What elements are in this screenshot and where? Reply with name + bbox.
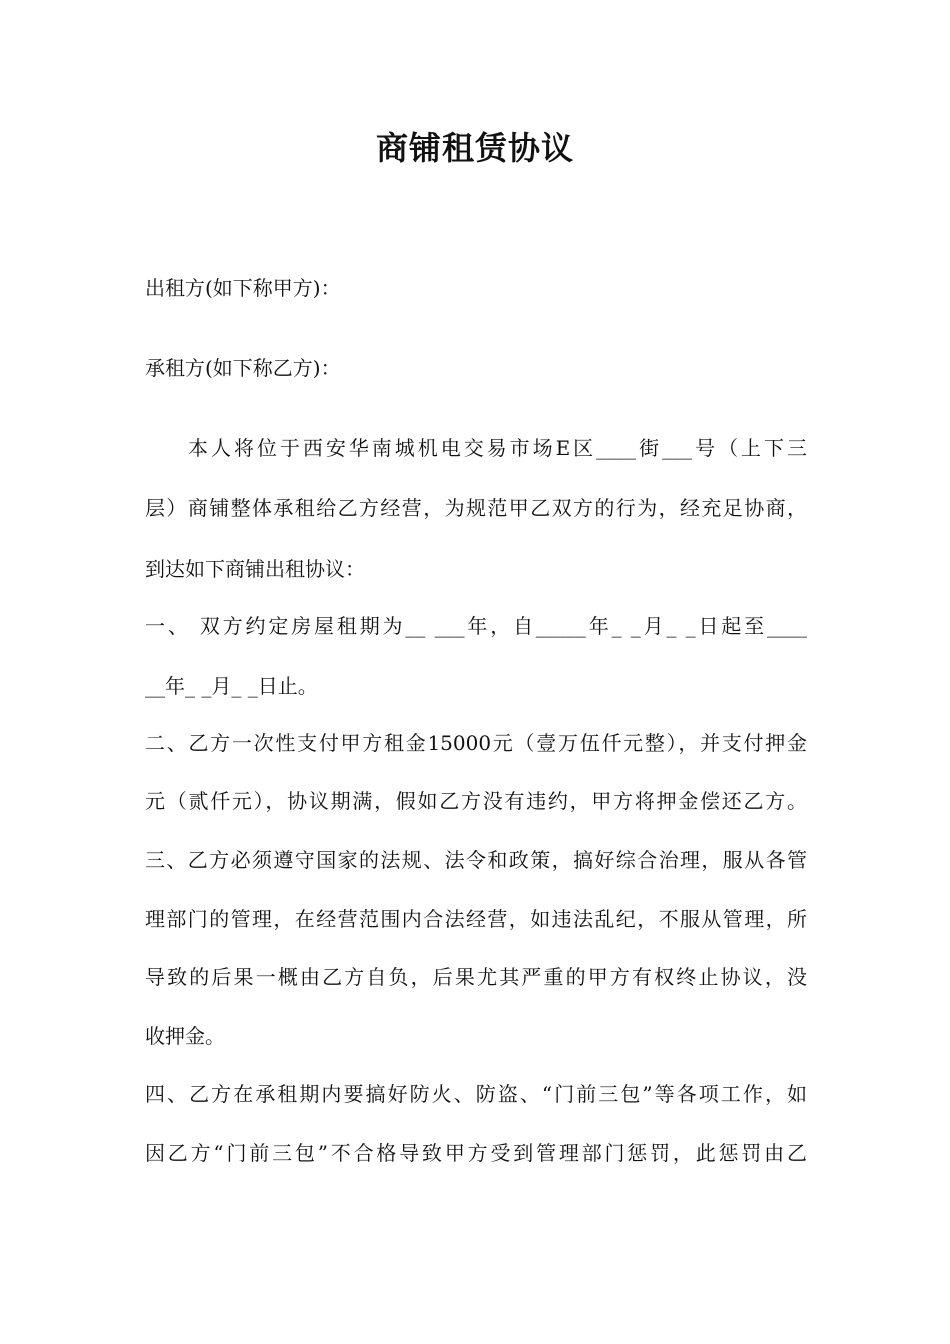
lessee-label: 承租方(如下称乙方)： [145,356,341,380]
clause-3-line: 收押金。 [145,1024,225,1048]
clause-3-line: 导致的后果一概由乙方自负，后果尤其严重的甲方有权终止协议，没 [145,965,807,989]
clause-4-line: 因乙方“门前三包”不合格导致甲方受到管理部门惩罚，此惩罚由乙 [145,1141,807,1165]
clause-4-line: 四、乙方在承租期内要搞好防火、防盗、“门前三包”等各项工作，如 [145,1082,807,1106]
clause-1-line: 一、 双方约定房屋租期为__ ___年，自_____年_ _月_ _日起至____ [145,614,807,638]
clause-3-line: 理部门的管理，在经营范围内合法经营，如违法乱纪，不服从管理，所 [145,907,807,931]
body-line: 到达如下商铺出租协议： [145,557,365,581]
clause-1-line: __年_ _月_ _日止。 [145,674,318,698]
clause-3-line: 三、乙方必须遵守国家的法规、法令和政策，搞好综合治理，服从各管 [145,848,807,872]
clause-2-line: 元（贰仟元），协议期满，假如乙方没有违约，甲方将押金偿还乙方。 [145,789,807,813]
clause-2-line: 二、乙方一次性支付甲方租金15000元（壹万伍仟元整），并支付押金 [145,731,807,755]
body-line: 本人将位于西安华南城机电交易市场E区____街___号（上下三 [188,436,807,460]
document-title: 商铺租赁协议 [375,129,574,167]
lessor-label: 出租方(如下称甲方)： [145,276,341,300]
body-line: 层）商铺整体承租给乙方经营，为规范甲乙双方的行为，经充足协商， [145,496,807,520]
